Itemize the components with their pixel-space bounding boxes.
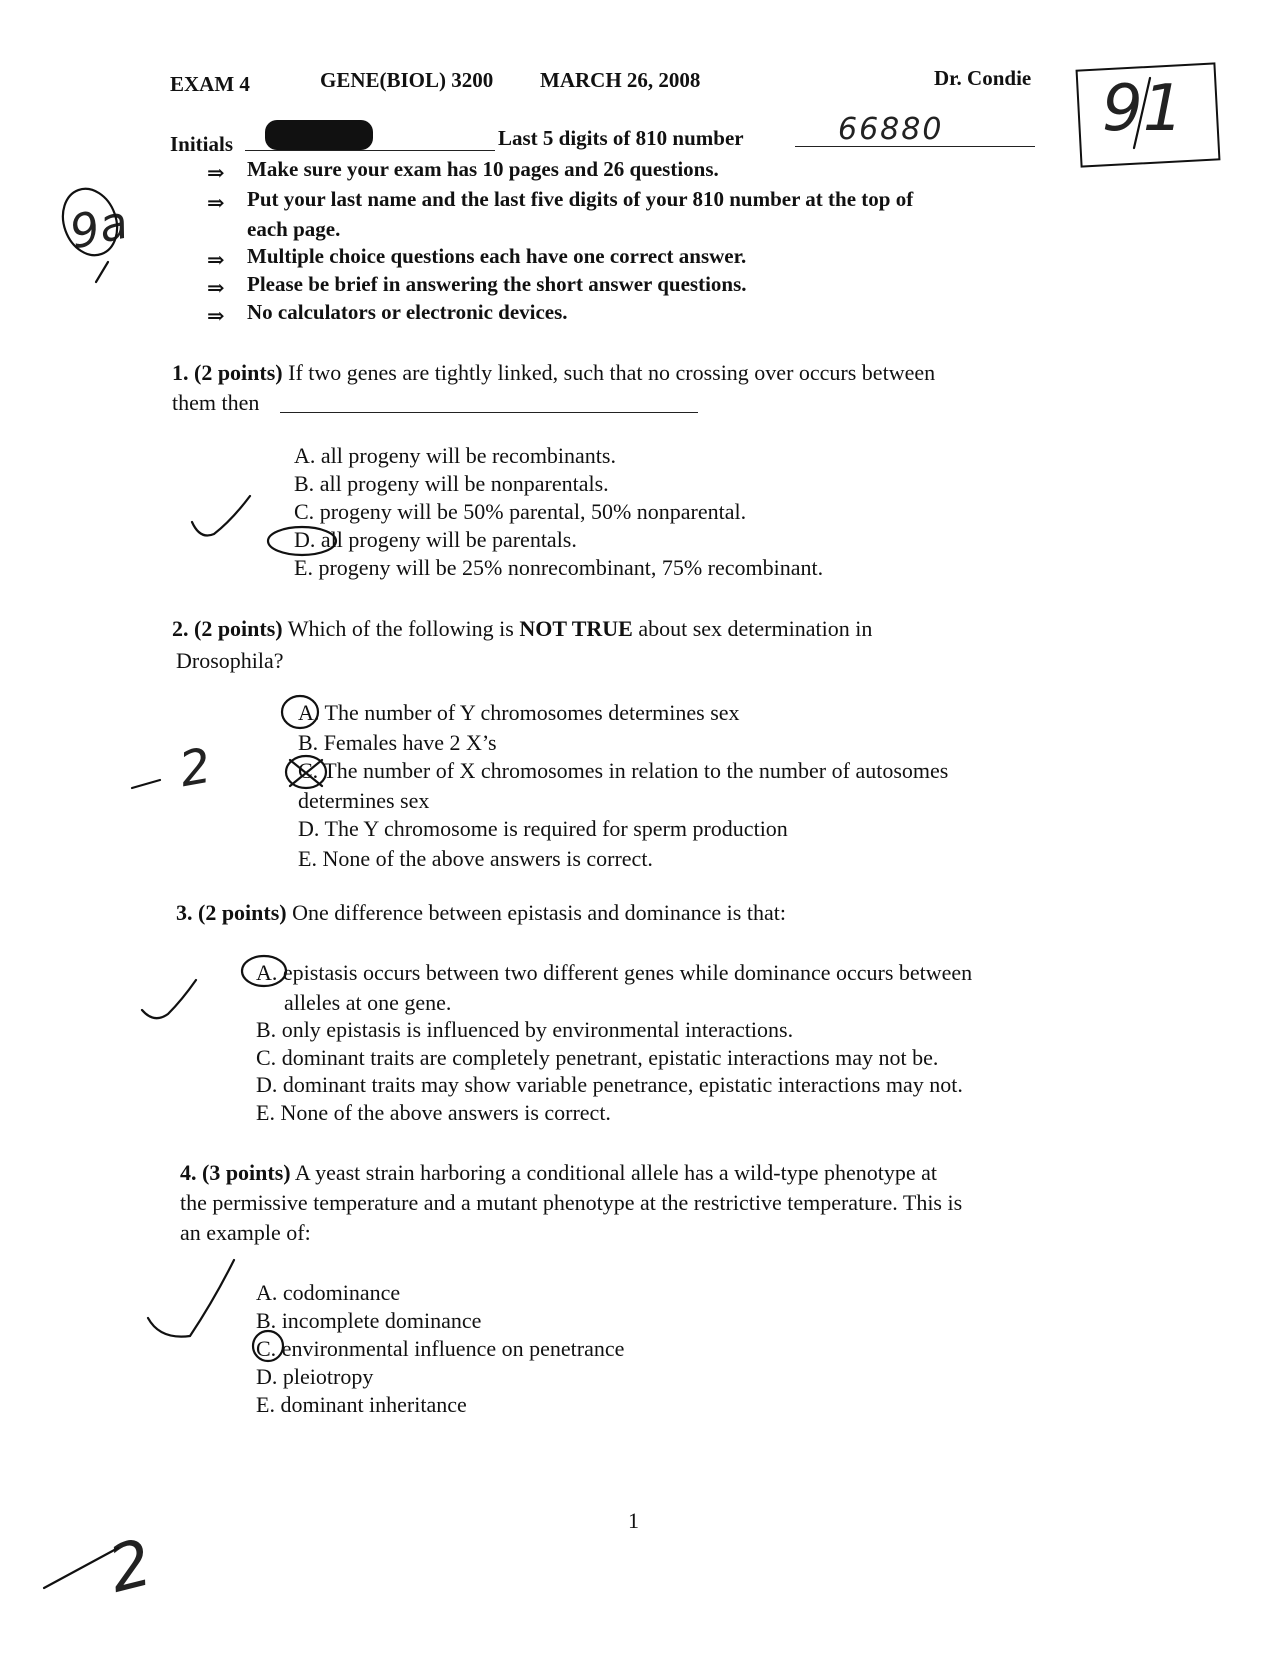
- option-text: only epistasis is influenced by environmental interactions.: [281, 1017, 794, 1042]
- initials-label: Initials: [170, 132, 234, 156]
- option-text: The number of Y chromosomes determines sex: [324, 700, 740, 725]
- question-number: 1.: [172, 360, 189, 385]
- option-label: B.: [256, 1017, 277, 1042]
- option-text: all progeny will be recombinants.: [320, 443, 616, 468]
- option-text: dominant inheritance: [280, 1392, 467, 1417]
- answer-circle-q1-d: [268, 527, 336, 555]
- option-text: progeny will be 25% nonrecombinant, 75% recombinant.: [318, 555, 824, 580]
- question-text: Which of the following is: [287, 616, 514, 641]
- option-label: C.: [256, 1045, 277, 1070]
- option-label: D.: [256, 1364, 278, 1389]
- instruction-arrow: ⇒: [207, 191, 225, 215]
- option-label: A.: [298, 700, 320, 725]
- page-number: 1: [628, 1508, 639, 1533]
- option-label: B.: [294, 471, 315, 496]
- option-label: A.: [256, 1280, 278, 1305]
- option-text: epistasis occurs between two different genes while dominance occurs between: [282, 960, 973, 985]
- answer-circle-q2-a: [282, 696, 318, 728]
- question-points: (3 points): [202, 1160, 291, 1185]
- question-text-line2: the permissive temperature and a mutant phenotype at the restrictive temperature. This is: [180, 1190, 963, 1215]
- question-text: If two genes are tightly linked, such that no crossing over occurs between: [288, 360, 936, 385]
- cross-out-q2-c: [290, 760, 322, 786]
- question-number: 4.: [180, 1160, 197, 1185]
- course-title: GENE(BIOL) 3200: [320, 68, 494, 92]
- checkmark-q3: [142, 980, 196, 1018]
- option-text-cont: determines sex: [298, 788, 430, 813]
- option-text: None of the above answers is correct.: [280, 1100, 611, 1125]
- instructor-name: Dr. Condie: [934, 66, 1032, 90]
- option-text: progeny will be 50% parental, 50% nonparental.: [319, 499, 747, 524]
- option-label: B.: [298, 730, 319, 755]
- option-label: D.: [256, 1072, 278, 1097]
- option-label: D.: [298, 816, 320, 841]
- exam-date: MARCH 26, 2008: [540, 68, 701, 92]
- instruction-item: Put your last name and the last five digits of your 810 number at the top of: [247, 187, 914, 211]
- checkmark-q1: [192, 496, 250, 536]
- option-text: environmental influence on penetrance: [281, 1336, 625, 1361]
- score-slash: [1134, 78, 1150, 148]
- question-text-line3: an example of:: [180, 1220, 311, 1245]
- option-label: C.: [298, 758, 319, 783]
- exam-label: EXAM 4: [170, 72, 250, 96]
- instruction-item: Please be brief in answering the short answer questions.: [247, 272, 747, 296]
- answer-circle-q4-c: [253, 1331, 283, 1361]
- option-label: B.: [256, 1308, 277, 1333]
- option-label: E.: [298, 846, 317, 871]
- answer-circle-q3-a: [242, 956, 286, 986]
- option-text: all progeny will be parentals.: [320, 527, 577, 552]
- question-number: 3.: [176, 900, 193, 925]
- id-label: Last 5 digits of 810 number: [498, 126, 744, 150]
- option-text: dominant traits may show variable penetrance, epistatic interactions may not.: [282, 1072, 963, 1097]
- margin-score-handwritten: 9a: [65, 194, 133, 260]
- question-text: A yeast strain harboring a conditional allele has a wild-type phenotype at: [294, 1160, 938, 1185]
- question-number: 2.: [172, 616, 189, 641]
- question-points: (2 points): [194, 360, 283, 385]
- option-label: C.: [294, 499, 315, 524]
- instruction-item: Make sure your exam has 10 pages and 26 questions.: [247, 157, 719, 181]
- checkmark-q4: [148, 1260, 234, 1337]
- option-text: None of the above answers is correct.: [322, 846, 653, 871]
- bottom-score-stroke: [44, 1548, 118, 1588]
- id-value-handwritten: 66880: [838, 112, 944, 147]
- instruction-item: No calculators or electronic devices.: [247, 300, 568, 324]
- margin-score-circle: [54, 181, 126, 263]
- option-label: A.: [256, 960, 278, 985]
- score-handwritten: 91: [1102, 72, 1184, 146]
- q2-tick-stroke: [132, 780, 160, 788]
- q2-score-handwritten: 2: [175, 737, 216, 799]
- instruction-item: Multiple choice questions each have one correct answer.: [247, 244, 747, 268]
- instruction-arrow: ⇒: [207, 304, 225, 328]
- option-label: D.: [294, 527, 316, 552]
- option-text: The number of X chromosomes in relation to the number of autosomes: [323, 758, 949, 783]
- question-text: about sex determination in: [638, 616, 873, 641]
- option-text: dominant traits are completely penetrant, epistatic interactions may not be.: [281, 1045, 939, 1070]
- option-text: pleiotropy: [282, 1364, 374, 1389]
- instruction-arrow: ⇒: [207, 248, 225, 272]
- instruction-arrow: ⇒: [207, 276, 225, 300]
- option-label: E.: [256, 1100, 275, 1125]
- option-label: C.: [256, 1336, 277, 1361]
- instruction-item-cont: each page.: [247, 217, 341, 241]
- option-text: all progeny will be nonparentals.: [319, 471, 609, 496]
- question-points: (2 points): [194, 616, 283, 641]
- option-label: E.: [294, 555, 313, 580]
- option-text: incomplete dominance: [281, 1308, 482, 1333]
- instruction-arrow: ⇒: [207, 161, 225, 185]
- bottom-score-handwritten: 2: [101, 1526, 160, 1608]
- option-text: The Y chromosome is required for sperm production: [324, 816, 788, 841]
- question-text-line2: Drosophila?: [176, 648, 284, 673]
- option-text: codominance: [282, 1280, 401, 1305]
- question-text-emphasis: NOT TRUE: [519, 616, 633, 641]
- margin-tick-stroke: [96, 262, 108, 282]
- question-points: (2 points): [198, 900, 287, 925]
- option-label: A.: [294, 443, 316, 468]
- question-text: One difference between epistasis and dominance is that:: [292, 900, 786, 925]
- option-label: E.: [256, 1392, 275, 1417]
- option-text-cont: alleles at one gene.: [284, 990, 452, 1015]
- question-text-line2: them then: [172, 390, 260, 415]
- option-text: Females have 2 X’s: [323, 730, 497, 755]
